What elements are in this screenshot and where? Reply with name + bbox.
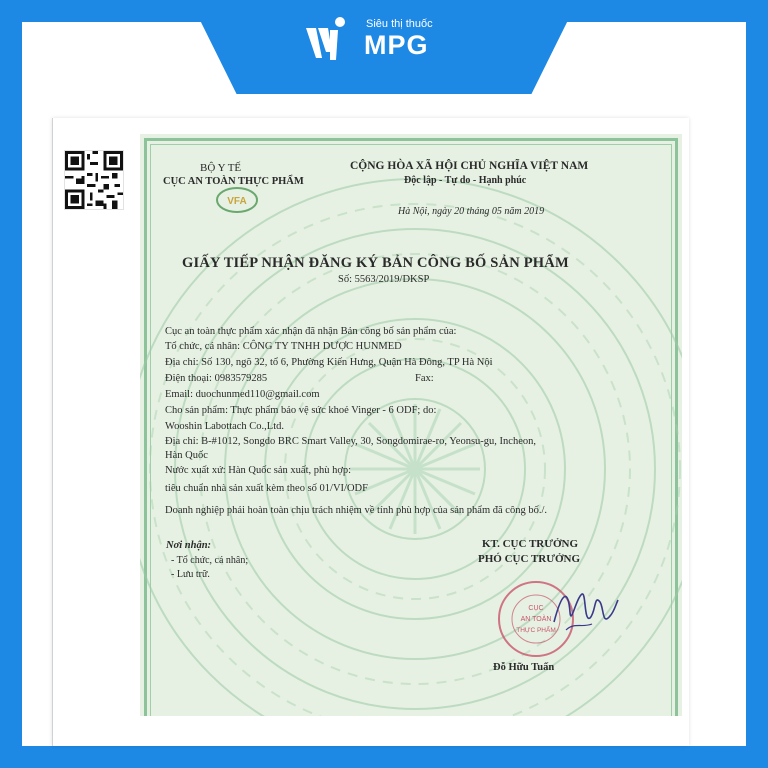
handwritten-signature [548, 582, 620, 638]
recipients-title: Nơi nhận: [166, 540, 212, 551]
place-date: Hà Nội, ngày 20 tháng 05 năm 2019 [398, 206, 545, 217]
stamp-text-2: AN TOÀN [520, 616, 552, 623]
department-name: CỤC AN TOÀN THỰC PHẨM [163, 176, 304, 187]
qr-code-icon [64, 150, 124, 210]
stamp-text-3: THỰC PHẨM [516, 627, 556, 634]
body-responsibility: Doanh nghiệp phải hoàn toàn chịu trách nhiệm về tính phù hợp của sản phẩm đã công bố./. [165, 505, 547, 516]
vfa-logo-text: VFA [227, 196, 247, 207]
body-product: Cho sản phẩm: Thực phẩm bảo vệ sức khoẻ Vinger - 6 ODF; do: [165, 405, 437, 416]
document-title: GIẤY TIẾP NHẬN ĐĂNG KÝ BẢN CÔNG BỐ SẢN PHẨM [182, 255, 569, 271]
brand-tagline: Siêu thị thuốc [366, 18, 433, 30]
republic-heading: CỘNG HÒA XÃ HỘI CHỦ NGHĨA VIỆT NAM [350, 160, 589, 172]
recipient-item: - Tổ chức, cá nhân; [171, 555, 249, 566]
body-email: Email: duochunmed110@gmail.com [165, 389, 320, 400]
recipient-item: - Lưu trữ. [171, 569, 210, 580]
body-standard: tiêu chuẩn nhà sản xuất kèm theo số 01/VI/ODF [165, 483, 368, 494]
body-intro: Cục an toàn thực phẩm xác nhận đã nhận Bản công bố sản phẩm của: [165, 326, 457, 337]
mpg-logo-icon [302, 14, 354, 66]
signer-name: Đỗ Hữu Tuấn [493, 662, 555, 673]
body-address: Địa chỉ: Số 130, ngõ 32, tổ 6, Phường Kiến Hưng, Quận Hà Đông, TP Hà Nội [165, 357, 493, 368]
brand-name: MPG [364, 30, 429, 60]
body-fax: Fax: [415, 373, 434, 384]
ministry-name: BỘ Y TẾ [200, 162, 242, 174]
stamp-text-1: CỤC [528, 605, 544, 612]
vfa-logo [215, 186, 259, 214]
body-manufacturer-address: Địa chỉ: B-#1012, Songdo BRC Smart Valley, 30, Songdomirae-ro, Yeonsu-gu, Incheon, [165, 436, 536, 447]
body-organization: Tổ chức, cá nhân: CÔNG TY TNHH DƯỢC HUNMED [165, 341, 402, 352]
body-manufacturer-country: Hàn Quốc [165, 450, 208, 461]
national-motto: Độc lập - Tự do - Hạnh phúc [404, 175, 527, 186]
signer-position-1: KT. CỤC TRƯỞNG [482, 538, 579, 550]
body-origin: Nước xuất xứ: Hàn Quốc sản xuất, phù hợp: [165, 465, 352, 476]
document-number: Số: 5563/2019/DKSP [338, 274, 430, 285]
body-phone: Điện thoại: 0983579285 [165, 373, 268, 384]
signer-position-2: PHÓ CỤC TRƯỞNG [478, 553, 581, 565]
body-manufacturer: Wooshin Labottach Co.,Ltd. [165, 421, 285, 432]
